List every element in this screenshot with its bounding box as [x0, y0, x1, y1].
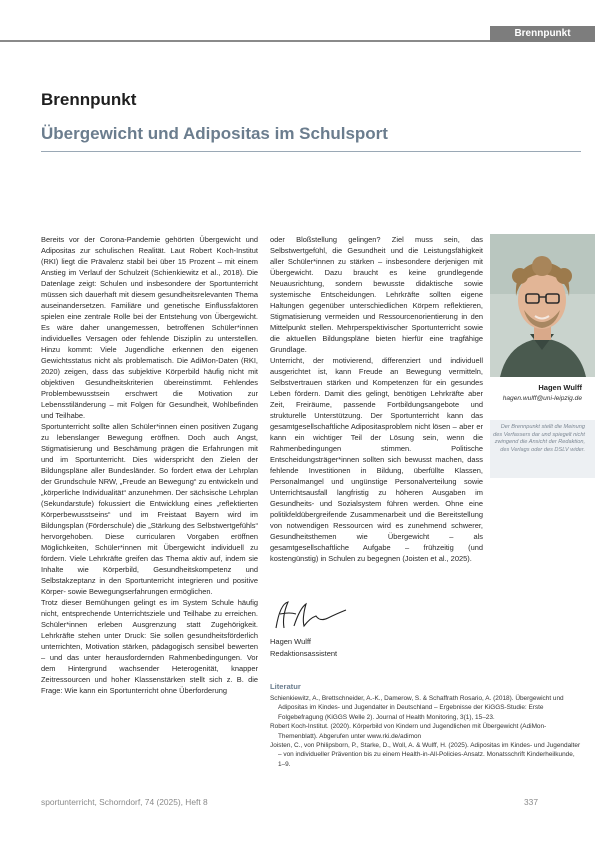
- paragraph: Bereits vor der Corona-Pandemie gehörten Übergewicht und Adipositas zur schulischen Realität. Laut Robert Koch-Institut (RKI) liegt die Prävalenz stabil bei über 15 Prozent – mit einem Anstieg im Verlauf der Schulzeit (Schienkiewitz et al., 2018). Die Datenlage zeigt: Schulen und insbesondere der Sportunterricht müssen sich dauerhaft mit diesem gesundheitsrelevanten Thema auseinandersetzen. Familiäre und genetische Einflussfaktoren spielen eine zentrale Rolle bei der Entstehung von Übergewicht. Es wäre daher unangemessen, betroffenen Schüler*innen individuelles Versagen oder fehlende Disziplin zu unterstellen. Hinzu kommt: Viele Jugendliche erkennen den eigenen Gewichtsstatus nicht als problematisch. Die AdiMon-Daten (RKI, 2020) zeigen, dass das subjektive Körperbild häufig nicht mit objektiven Gesundheitskriterien übereinstimmt. Fehlendes Problembewusstsein erschwert die Motivation zur Lebensstiländerung – mit Folgen für Gesundheit, Wohlbefinden und Teilhabe.: [41, 235, 258, 420]
- author-photo: [490, 234, 595, 377]
- page-title: Brennpunkt: [41, 90, 137, 109]
- paragraph: Trotz dieser Bemühungen gelingt es im System Schule häufig nicht, entsprechende Unterrichtsziele und Teilhabe zu erreichen. Schüler*innen erleben Ausgrenzung statt Zugehörigkeit. Lehrkräfte stehen unter Druck: Sie sollen gesundheitsförderlich unterrichten, Motivation stärken, pädagogisch sensibel bewerten – und das unter herausfordernden Rahmenbedingungen. Vor dem Hintergrund wachsender Heterogenität, knapper Zeitressourcen und hoher Klassenstärken stellt sich z. B. die Frage: Wie kann ein Sportunterricht ohne Überforderung: [41, 598, 258, 695]
- literature-heading: Literatur: [270, 682, 301, 691]
- author-name-caption: Hagen Wulff: [538, 383, 582, 392]
- disclaimer-text: Der Brennpunkt stellt die Meinung des Verfassers dar und spiegelt nicht zwingend die Ansicht der Redaktion, des Verlags oder des DSLV wider.: [493, 424, 585, 454]
- literature-item: Schienkiewitz, A., Brettschneider, A.-K., Damerow, S. & Schaffrath Rosario, A. (2018). Übergewicht und Adipositas im Kindes- und Jugendalter in Deutschland – Ergebnisse der KiGGS-Studie: Erste Folgebefragung (KiGGS Welle 2). Journal of Health Monitoring, 3(1), 15–23.: [270, 695, 564, 721]
- signature-name: Hagen Wulff: [270, 637, 311, 646]
- body-column-2: [270, 234, 483, 564]
- footer-citation: sportunterricht, Schorndorf, 74 (2025), Heft 8: [41, 797, 208, 807]
- top-rule: [0, 40, 490, 42]
- paragraph: Sportunterricht sollte allen Schüler*innen einen positiven Zugang zu lebenslanger Bewegung eröffnen. Doch auch Angst, Stigmatisierung und Beschämung prägen die Erfahrungen mit und im Sportunterricht. Dies widerspricht den Zielen der Bildungspläne aller Bundesländer. So fordert etwa der Lehrplan der Grundschule NRW, „Freude an Bewegung“ zu entwickeln und „körperliche Individualität“ anzunehmen. Der sächsische Lehrplan (Sekundarstufe) fokussiert die Entwicklung eines „reflektierten Körperbewusstseins“ und im Freistaat Bayern wird im Bildungsplan (Förderschule) die „Stärkung des Selbstwertgefühls“ hervorgehoben. Diese curricularen Vorgaben eröffnen Möglichkeiten, Schüler*innen mit Übergewicht individuell zu fördern. Viele Lehrkräfte greifen das Thema aktiv auf, indem sie Inhalte wie Körperbild, Gesundheitskompetenz und Selbstakzeptanz in den Sportunterricht integrieren und positive Körper- sowie Bewegungserfahrungen ermöglichen.: [41, 422, 258, 596]
- page-number: 337: [524, 797, 538, 807]
- signature-image: [270, 598, 350, 632]
- author-email[interactable]: hagen.wulff@uni-leipzig.de: [502, 395, 582, 402]
- title-divider: [41, 151, 581, 152]
- paragraph: oder Bloßstellung gelingen? Ziel muss sein, das Selbstwertgefühl, die Gesundheit und die Leistungsfähigkeit aller Schüler*innen zu stärken – insbesondere derjenigen mit Übergewicht. Dazu braucht es keine grundlegende Neuausrichtung, sondern bewusste didaktische sowie systemische Entscheidungen. Lehrkräfte sollten eigene Haltungen gegenüber unterschiedlichen Körpern reflektieren, Stigmatisierung vermeiden und Ressourcenorientierung in den Mittelpunkt stellen. Mehrperspektivischer Sportunterricht sowie die aktuellen Bildungspläne bieten hierfür eine tragfähige Grundlage.: [270, 235, 483, 354]
- article-subtitle: Übergewicht und Adipositas im Schulsport: [41, 124, 388, 143]
- paragraph: Unterricht, der motivierend, differenziert und individuell ausgerichtet ist, kann Freude an Bewegung vermitteln, Selbstvertrauen stärken und Kompetenzen für ein gesundes Leben fördern. Damit dies gelingt, benötigen Lehrkräfte aber Zeit, Freiräume, passende Fortbildungsangebote und strukturelle Unterstützung. Der Sportunterricht kann das gesamtgesellschaftliche Adipositasproblem nicht lösen – aber er kann ein wichtiger Teil der Lösung sein, wenn die Rahmenbedingungen stimmen. Politische Entscheidungsträger*innen sollten sich bewusst machen, dass fehlende Investitionen in Bildung, überfüllte Klassen, Personalmangel und ungünstige Personalverteilung sowie Unterrichtsausfall langfristig zu höheren Ausgaben im Gesundheits- und Sozialsystem führen werden. Ohne eine politikfeldübergreifende Zusammenarbeit und die Bereitstellung von notwendigen Ressourcen wird es zunehmend schwerer, Gesundheitsthemen wie Übergewicht – als gesamtgesellschaftliche Aufgabe – frühzeitig (und kostengünstig) in Schulen zu begegnen (Joisten et al., 2025).: [270, 356, 483, 563]
- body-column-1: [41, 234, 258, 696]
- section-tab: Brennpunkt: [490, 26, 595, 42]
- literature-item: Robert Koch-Institut. (2020). Körperbild von Kindern und Jugendlichen mit Übergewicht (AdiMon-Themenblatt). Abgerufen unter www.rki.de/adimon: [270, 723, 547, 740]
- signature-role: Redaktionsassistent: [270, 649, 338, 658]
- literature-list: [270, 694, 583, 769]
- literature-item: Joisten, C., von Philipsborn, P., Starke, D., Woll, A. & Wulff, H. (2025). Adipositas im Kindes- und Jugendalter – von individueller Prävention bis zu einem Health-in-All-Policies-Ansatz. Monatsschrift Kinderheilkunde, 1–9.: [270, 742, 581, 768]
